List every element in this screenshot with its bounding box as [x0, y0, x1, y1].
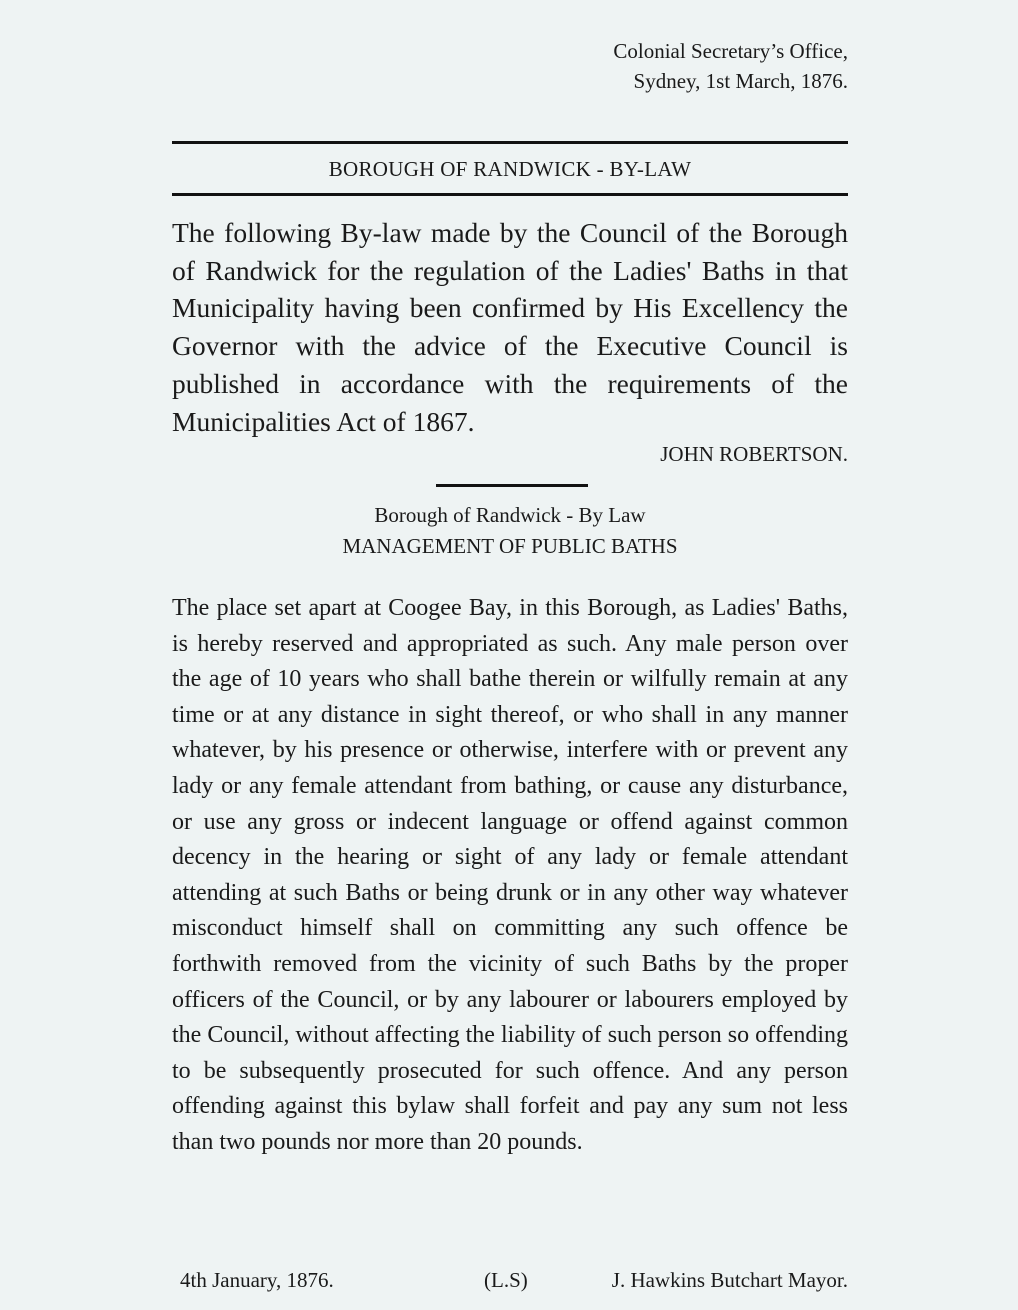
- footer-signature: J. Hawkins Butchart Mayor.: [611, 1268, 848, 1292]
- dateline-place-date: Sydney, 1st March, 1876.: [633, 69, 848, 93]
- signatory: JOHN ROBERTSON.: [660, 442, 848, 466]
- section-divider: [436, 484, 588, 487]
- intro-paragraph: The following By-law made by the Council of the Borough of Randwick for the regulation of the Ladies' Baths in that Municipality having been confirmed by His Excellency the Governor with the advice of the Executive Council is published in accordance with the requirements of the Municipalities Act of 1867.: [172, 217, 848, 437]
- header-top-rule: [172, 141, 848, 144]
- bylaw-subtitle: Borough of Randwick - By Law: [374, 503, 646, 527]
- bylaw-paragraph: The place set apart at Coogee Bay, in this Borough, as Ladies' Baths, is hereby reserved and appropriated as such. Any male person over the age of 10 years who shall bathe therein or wilfully remain at any time or at any distance in sight thereof, or who shall in any manner whatever, by his presence or otherwise, interfere with or prevent any lady or any female attendant from bathing, or cause any disturbance, or use any gross or indecent language or offend against common decency in the hearing or sight of any lady or female attendant attending at such Baths or being drunk or in any other way whatever misconduct himself shall on committing any such offence be forthwith removed from the vicinity of such Baths by the proper officers of the Council, or by any labourer or labourers employed by the Council, without affecting the liability of such person so offending to be subsequently prosecuted for such offence. And any person offending against this bylaw shall forfeit and pay any sum not less than two pounds nor more than 20 pounds.: [172, 595, 848, 1155]
- footer-date: 4th January, 1876.: [180, 1268, 334, 1292]
- dateline-office: Colonial Secretary’s Office,: [613, 39, 848, 63]
- header-bottom-rule: [172, 193, 848, 196]
- header-title: BOROUGH OF RANDWICK - BY-LAW: [328, 157, 692, 181]
- footer-seal: (L.S): [484, 1268, 528, 1292]
- dateline: [613, 36, 848, 96]
- bylaw-heading: MANAGEMENT OF PUBLIC BATHS: [342, 534, 678, 558]
